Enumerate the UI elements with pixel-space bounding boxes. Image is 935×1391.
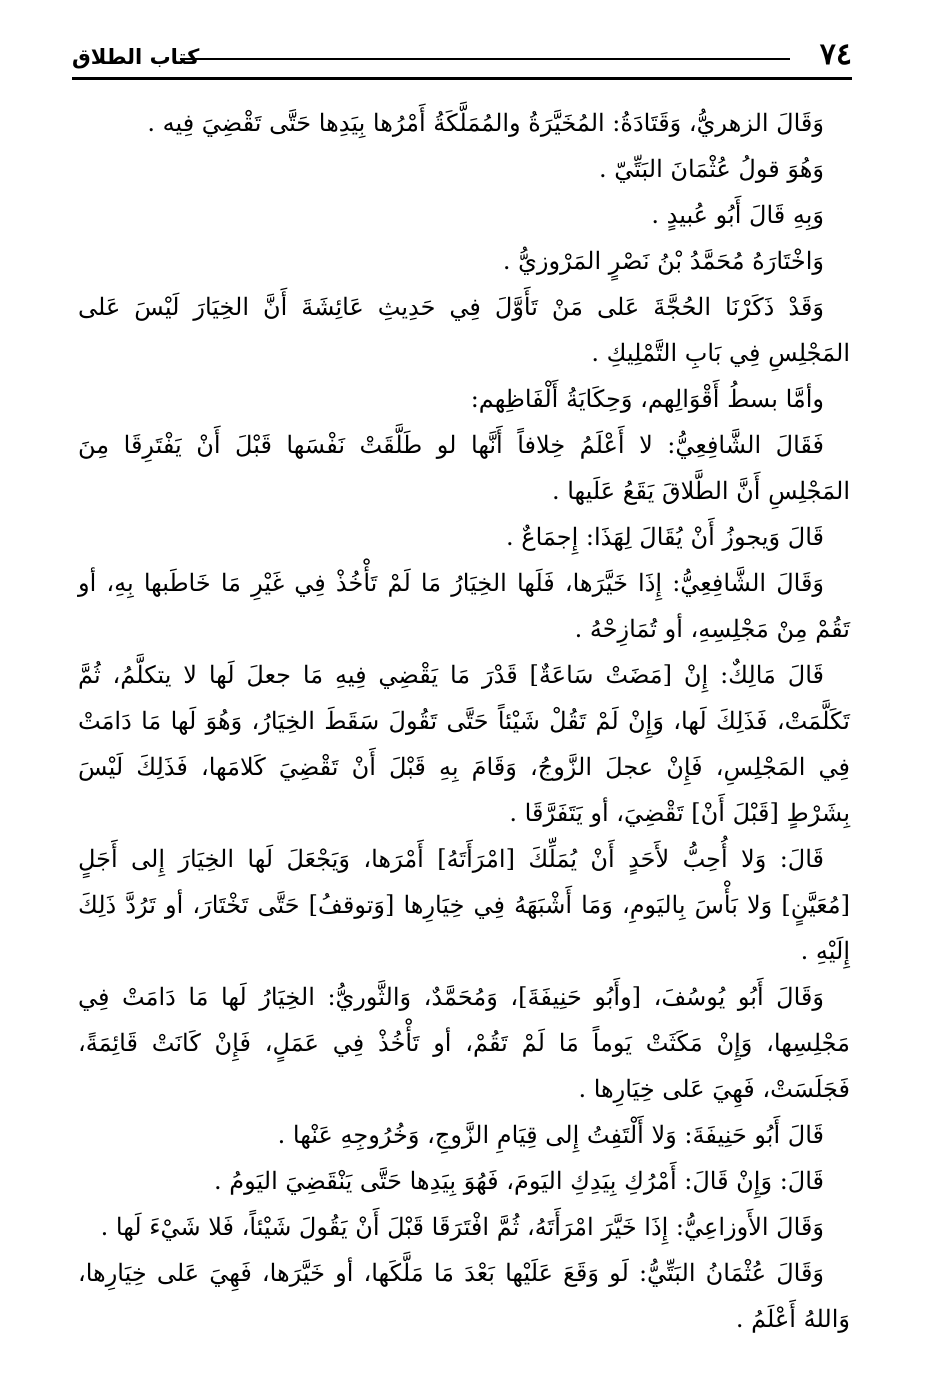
paragraph: قَالَ: وَلا أُحِبُّ لأَحَدٍ أَنْ يُمَلِّكَ [امْرَأَتَهُ] أَمْرَها، وَيَجْعَلَ لَها الخِيَارَ إِلى أَجَلٍ [مُعَيَّنٍ] وَلا بَأْسَ بِاليَومِ، وَمَا أَشْبَهَهُ فِي خِيَارِها [وَتوقفُ] حَتَّى تَخْتَارَ، أو تَرُدَّ ذَلِكَ إِلَيْهِ . [78,845,851,965]
paragraph: وَقَالَ الزهريُّ، وَقَتَادَةُ: المُخَيَّرَةُ والمُمَلَّكَةُ أَمْرُها بِيَدِها حَتَّى تَقْضِيَ فِيه . [147,109,824,137]
header-dash [180,58,790,60]
paragraph: فَقَالَ الشَّافِعِيُّ: لا أَعْلَمُ خِلافاً أَنَّها لو طَلَّقَتْ نَفْسَها قَبْلَ أَنْ يَفْتَرِقَا مِنَ المَجْلِسِ أَنَّ الطَّلاقَ يَقَعُ عَلَيها . [78,431,850,505]
paragraph: وَقَدْ ذَكَرْنَا الحُجَّةَ عَلى مَنْ تَأَوَّلَ فِي حَدِيثِ عَائِشَةَ أَنَّ الخِيَارَ لَيْسَ عَلى المَجْلِسِ فِي بَابِ التَّمْلِيكِ . [78,293,850,367]
paragraph: وَقَالَ الأَوزاعِيُّ: إِذَا خَيَّرَ امْرَأَتَهُ، ثُمَّ افْتَرَقَا قَبْلَ أَنْ يَقُولَ شَيْئاً، فَلا شَيْءَ لَها . [100,1213,824,1241]
paragraph: قَالَ: وَإِنْ قَالَ: أَمْرُكِ بِيَدِكِ اليَومَ، فَهُوَ بِيَدِها حَتَّى يَنْقَضِيَ اليَومُ . [214,1167,824,1195]
page-number: ٧٤ [819,37,852,72]
paragraph: قَالَ مَالِكٌ: إِنْ [مَضَتْ سَاعَةٌ] قَدْرَ مَا يَقْضِي فِيهِ مَا جعلَ لَها لا يتكلَّمُ، ثُمَّ تَكَلَّمَتْ، فَذَلِكَ لَها، وَإِنْ لَمْ تَقُلْ شَيْئاً حَتَّى تَقُولَ سَقَطَ الخِيَارُ، وَهُوَ لَها مَا دَامَتْ فِي المَجْلِسِ، فَإِنْ عجلَ الزَّوجُ، وَقَامَ بِهِ قَبْلَ أَنْ تَقْضِيَ كَلامَها، فَذَلِكَ لَيْسَ بِشَرْطٍ [قَبْلَ أَنْ] تَقْضِيَ، أو يَتَفَرَّقَا . [78,661,850,827]
paragraph: وَهُوَ قولُ عُثْمَانَ البَتِّيّ . [599,155,824,183]
book-title: كتاب الطلاق [72,45,200,69]
paragraph: وَقَالَ عُثْمَانُ البَتِّيُّ: لَو وَقَعَ عَلَيْها بَعْدَ مَا مَلَّكَها، أو خَيَّرَها، فَهِيَ عَلى خِيَارِها، وَاللهُ أَعْلَمُ . [78,1259,850,1333]
paragraph: وَقَالَ أَبُو يُوسُفَ، [وأَبُو حَنِيفَةَ]، وَمُحَمَّدٌ، وَالثَّوريُّ: الخِيَارُ لَها مَا دَامَتْ فِي مَجْلِسِها، وَإِنْ مَكَثَتْ يَوماً مَا لَمْ تَقُمْ، أو تَأْخُذْ فِي عَمَلٍ، فَإِنْ كَانَتْ قَائِمَةً، فَجَلَسَتْ، فَهِيَ عَلى خِيَارِها . [78,983,850,1103]
paragraph: وَبِهِ قَالَ أَبُو عُبيدٍ . [651,201,824,229]
paragraph: قَالَ أَبُو حَنِيفَةَ: وَلا أَلْتَفِتُ إِلى قِيَامِ الزَّوجِ، وَخُرُوجِهِ عَنْها . [277,1121,824,1149]
header-rule [72,77,852,80]
page-body [78,100,850,1342]
page-header [72,38,852,78]
paragraph: وَاخْتَارَهُ مُحَمَّدُ بْنُ نَصْرٍ المَرْوزيُّ . [502,247,824,275]
paragraph: وأمَّا بسطُ أَقْوَالِهم، وَحِكَايَةُ أَلْفَاظِهم: [470,385,824,413]
paragraph: قَالَ وَيجوزُ أَنْ يُقَالَ لِهَذَا: إِجمَاعٌ . [506,523,824,551]
paragraph: وَقَالَ الشَّافِعِيُّ: إِذَا خَيَّرَها، فَلَها الخِيَارُ مَا لَمْ تَأْخُذْ فِي غَيْرِ مَا خَاطَبها بِهِ، أو تَقُمْ مِنْ مَجْلِسِهِ، أو تُمَازِحْهُ . [78,569,850,643]
